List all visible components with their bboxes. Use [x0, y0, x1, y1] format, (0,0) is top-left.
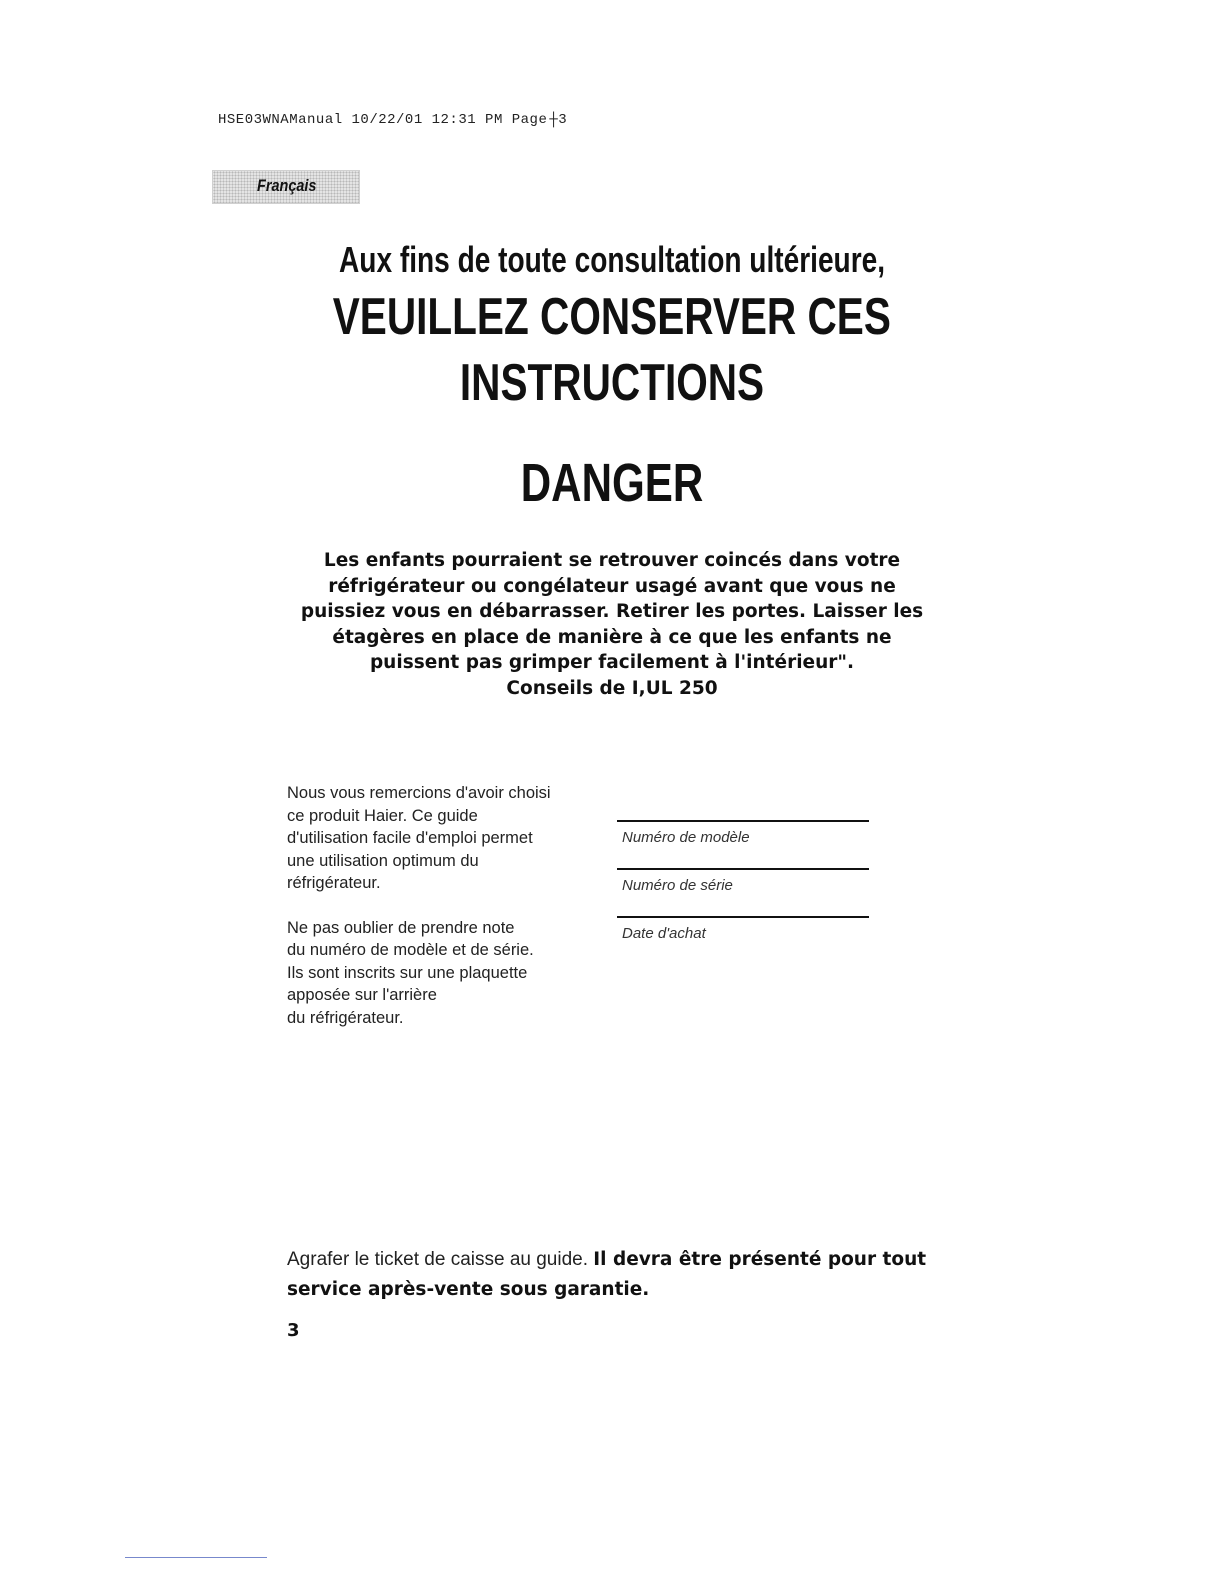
main-heading-line1: VEUILLEZ CONSERVER CES: [332, 288, 892, 346]
model-number-label: Numéro de modèle: [622, 829, 750, 846]
sub-heading: [212, 238, 1012, 282]
danger-heading: [212, 450, 1012, 516]
danger-notice-line: Les enfants pourraient se retrouver coincés dans votre: [323, 550, 901, 571]
receipt-note: [287, 1245, 947, 1305]
intro-line: apposée sur l'arrière: [287, 986, 437, 1004]
intro-line: Nous vous remercions d'avoir choisi: [287, 784, 551, 802]
intro-line: ce produit Haier. Ce guide: [287, 806, 478, 825]
danger-notice-line: réfrigérateur ou congélateur usagé avant que vous ne: [328, 575, 896, 597]
language-tab: [212, 170, 360, 204]
danger-notice-line: puissent pas grimper facilement à l'intérieur".: [369, 652, 855, 674]
danger-notice: [262, 548, 962, 702]
intro-line: du numéro de modèle et de série.: [287, 941, 534, 959]
crop-mark-icon: ┼3: [549, 112, 568, 128]
language-tab-label: Français: [257, 176, 317, 195]
intro-paragraph-thanks: [287, 782, 607, 895]
danger-notice-line: puissiez vous en débarrasser. Retirer les portes. Laisser les: [300, 601, 924, 623]
print-header: [218, 112, 567, 128]
model-number-field: [617, 820, 869, 868]
main-heading-line2: INSTRUCTIONS: [459, 354, 765, 412]
sub-heading-text: Aux fins de toute consultation ultérieure,: [338, 239, 886, 280]
serial-number-label: Numéro de série: [622, 877, 733, 894]
intro-line: du réfrigérateur.: [287, 1008, 404, 1027]
intro-line: une utilisation optimum du: [287, 851, 479, 870]
intro-line: d'utilisation facile d'emploi permet: [287, 829, 533, 847]
danger-heading-text: DANGER: [520, 453, 704, 513]
intro-paragraph-note: [287, 917, 607, 1030]
purchase-date-field: [617, 916, 869, 964]
receipt-note-normal: Agrafer le ticket de caisse au guide.: [287, 1249, 594, 1270]
danger-notice-source: Conseils de I,UL 250: [506, 677, 718, 699]
main-heading: [212, 284, 1012, 416]
serial-number-field: [617, 868, 869, 916]
purchase-date-label: Date d'achat: [622, 925, 706, 942]
page-number: 3: [287, 1320, 300, 1341]
intro-line: Ne pas oublier de prendre note: [287, 918, 515, 937]
receipt-note-bold: Il devra être présenté pour tout service après-vente sous garantie.: [287, 1249, 927, 1300]
footer-rule: [125, 1557, 267, 1558]
intro-line: Ils sont inscrits sur une plaquette: [287, 963, 528, 982]
danger-notice-line: étagères en place de manière à ce que les enfants ne: [332, 626, 892, 648]
record-fields: [617, 820, 869, 964]
intro-line: réfrigérateur.: [287, 874, 381, 892]
print-header-text: HSE03WNAManual 10/22/01 12:31 PM Page: [218, 112, 548, 128]
intro-text: [287, 782, 607, 1029]
